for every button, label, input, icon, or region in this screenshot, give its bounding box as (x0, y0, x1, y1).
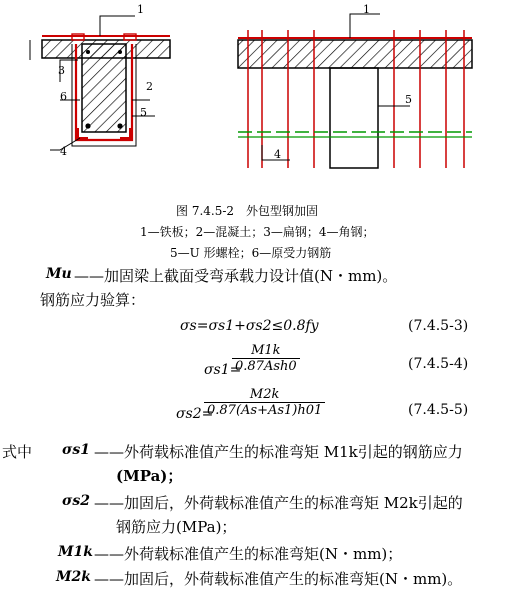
callout-right-4: 4 (274, 148, 281, 161)
equation-3-numerator: M2k (204, 387, 325, 403)
callout-left-6: 6 (60, 90, 67, 103)
check-title: 钢筋应力验算： (40, 291, 146, 309)
mu-symbol: Mu (46, 266, 72, 282)
callout-left-4: 4 (60, 145, 67, 158)
equation-2-number: (7.4.5-4) (408, 356, 469, 372)
figure-legend-2: 5—U 形螺栓；6—原受力钢筋 (170, 246, 332, 260)
mu-description: ——加固梁上截面受弯承载力设计值(N・mm)。 (74, 267, 398, 285)
def1-text-a: ——外荷载标准值产生的标准弯矩 M1k引起的钢筋应力 (94, 443, 463, 461)
def1-symbol: σs1 (62, 442, 90, 458)
elevation-drawing (238, 14, 472, 168)
callout-left-3: 3 (58, 64, 65, 77)
def4-symbol: M2k (56, 569, 91, 585)
def2-text-b: 钢筋应力(MPa)； (116, 518, 237, 536)
callout-right-5: 5 (405, 93, 412, 106)
reinforcement-figure (0, 0, 506, 200)
slab-elevation (238, 40, 472, 68)
figure-caption: 图 7.4.5-2 外包型钢加固 (176, 204, 319, 218)
callout-left-1: 1 (137, 3, 144, 16)
defs-intro: 式中 (2, 443, 33, 461)
equation-2-fraction (232, 343, 300, 374)
callout-left-2: 2 (146, 80, 153, 93)
callout-right-1: 1 (363, 3, 370, 16)
def2-symbol: σs2 (62, 493, 90, 509)
equation-3-denominator: 0.87(As+As1)h01 (207, 403, 323, 418)
equation-3-number: (7.4.5-5) (408, 402, 469, 418)
beam-body (82, 44, 126, 132)
figure-legend-1: 1—铁板；2—混凝土；3—扁钢；4—角钢； (140, 225, 375, 239)
equation-1-number: (7.4.5-3) (408, 318, 469, 334)
def2-text-a: ——加固后，外荷载标准值产生的标准弯矩 M2k引起的 (94, 494, 463, 512)
equation-2-numerator: M1k (232, 343, 300, 359)
def1-text-b: (MPa)； (116, 467, 183, 485)
equation-2-lhs: σs1= (204, 362, 242, 378)
def3-text: ——外荷载标准值产生的标准弯矩(N・mm)； (94, 545, 403, 563)
callout-left-5: 5 (140, 106, 147, 119)
equation-3-lhs: σs2= (176, 406, 214, 422)
def3-symbol: M1k (58, 544, 93, 560)
equation-2-denominator: 0.87Ash0 (235, 359, 297, 374)
equation-3-fraction (204, 387, 325, 418)
equation-1: σs=σs1+σs2≤0.8fy (180, 318, 319, 334)
def4-text: ——加固后，外荷载标准值产生的标准弯矩(N・mm)。 (94, 570, 463, 588)
